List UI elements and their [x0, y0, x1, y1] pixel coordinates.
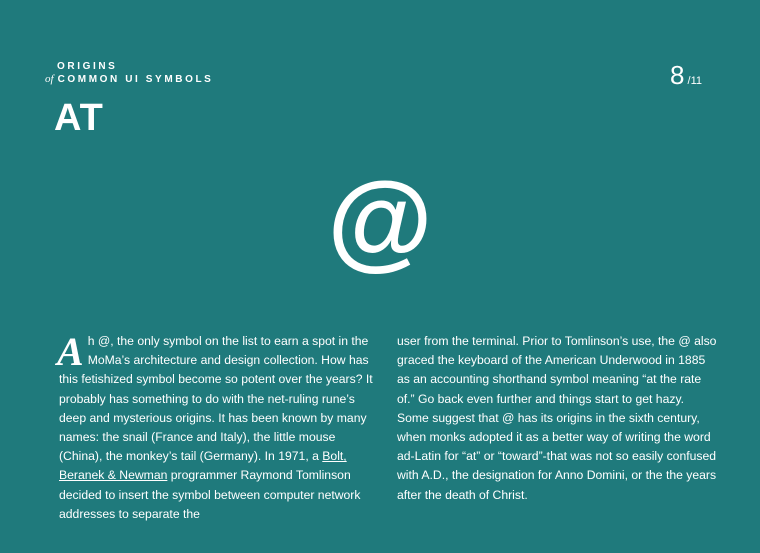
page-separator: /: [687, 75, 691, 87]
series-title-line2: COMMON UI SYMBOLS: [57, 74, 214, 85]
page-total-number: 11: [690, 75, 702, 87]
drop-cap: A: [57, 329, 84, 374]
page-indicator: [670, 60, 702, 96]
page-title: AT: [54, 97, 104, 139]
series-title-line1: ORIGINS: [57, 61, 118, 72]
article-column-left: [57, 329, 381, 524]
series-title: [45, 60, 285, 86]
series-title-of: of: [45, 73, 54, 85]
series-title-line2-wrap: [45, 73, 285, 86]
at-symbol-icon: @: [327, 159, 433, 280]
article-column-right: user from the terminal. Prior to Tomlinson’s use, the @ also graced the keyboard of the American Underwood in 1885 as an accounting shorthand symbol meaning “at the rate of.” Go back even further and things start to get hazy. Some suggest that @ has its origins in the sixth century, when monks adopted it as a better way of writing the word ad-Latin for “at” or “toward”-that was not so easily confused with A.D., the designation for Anno Domini, or the the years after the death of Christ.: [397, 334, 717, 502]
article-text-left-part1: h @, the only symbol on the list to earn a spot in the MoMa’s architecture and design collection. How has this fetishized symbol become so potent over the years? It probably has something to do with the net-ruling rune’s deep and mysterious origins. It has been known by many names: the snail (France and Italy), the little mouse (China), the monkey’s tail (Germany). In 1971, a: [59, 334, 373, 464]
bolt-beranek-newman-link[interactable]: Bolt, Beranek & Newman: [59, 449, 347, 483]
article-text-left-part2: programmer Raymond Tomlinson decided to insert the symbol between computer network addresses to separate the: [59, 468, 361, 521]
page-current-number: 8: [670, 60, 685, 90]
